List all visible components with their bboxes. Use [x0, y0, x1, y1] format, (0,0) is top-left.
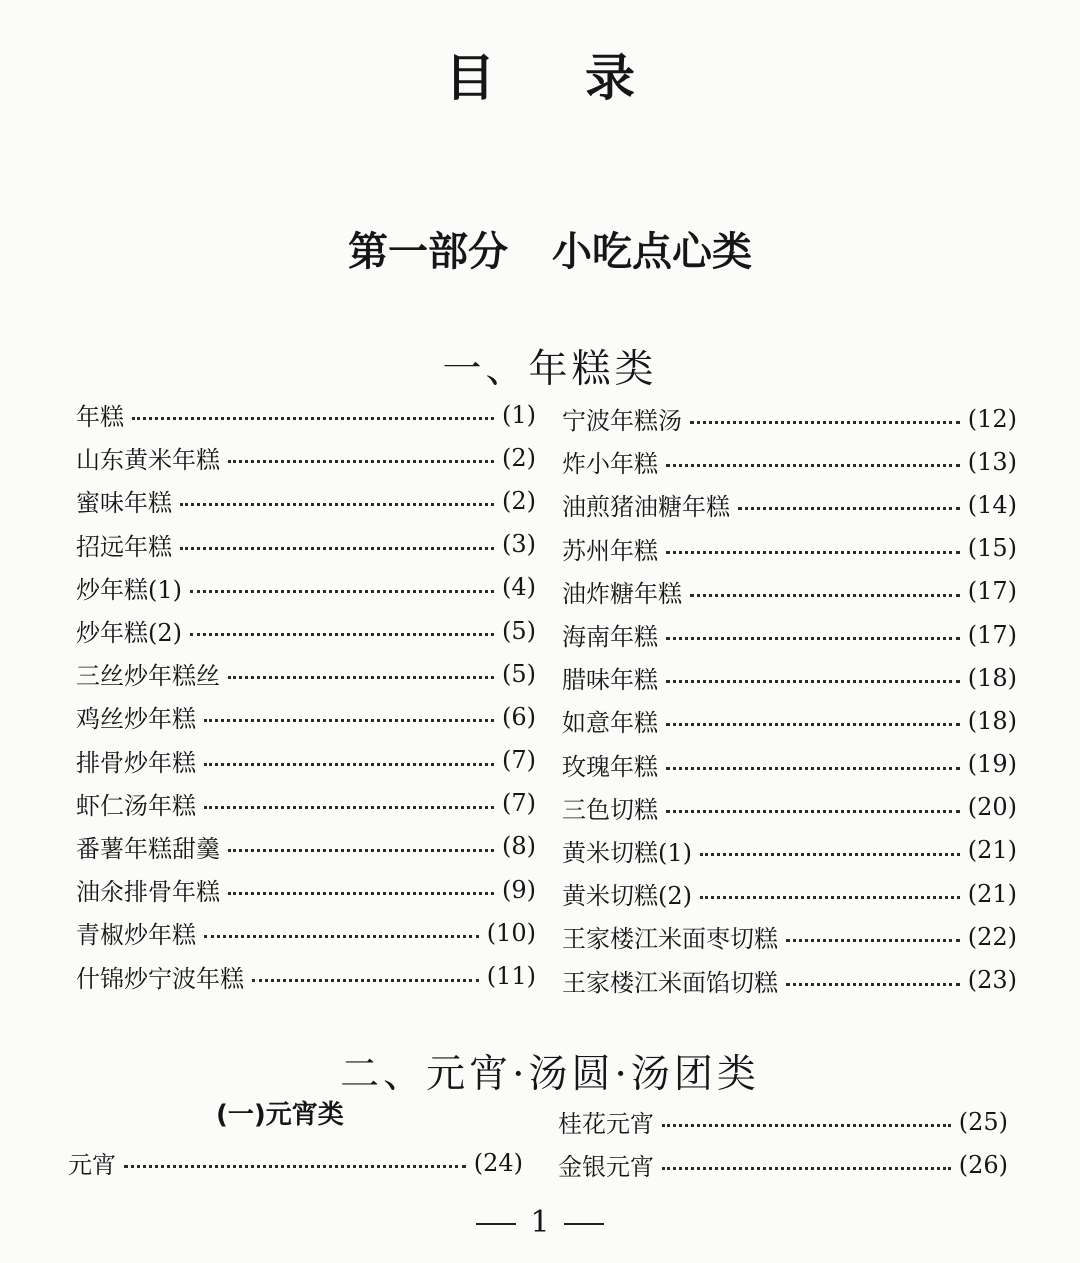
toc-entry	[76, 954, 536, 997]
toc-entry	[76, 609, 536, 652]
toc-column-right-section2	[558, 1100, 1008, 1186]
dot-leader	[180, 547, 494, 550]
section-title-nian-gao: 一、年糕类	[442, 347, 658, 392]
toc-entry-title: 海南年糕	[562, 623, 658, 652]
dot-leader	[124, 1165, 466, 1168]
toc-entry	[68, 1141, 523, 1184]
toc-column-right	[562, 397, 1017, 1002]
dot-leader	[700, 896, 960, 899]
page-number	[0, 1205, 1080, 1240]
toc-entry	[562, 613, 1017, 656]
toc-entry-title: 蜜味年糕	[76, 489, 172, 518]
toc-entry	[76, 825, 536, 868]
dot-leader	[666, 723, 960, 726]
toc-entry-page: (17)	[967, 620, 1017, 649]
dot-leader	[204, 763, 494, 766]
toc-entry-page: (20)	[967, 793, 1017, 822]
toc-entry	[558, 1100, 1008, 1143]
toc-entry	[76, 436, 536, 479]
dot-leader	[132, 417, 494, 420]
toc-entry-title: 青椒炒年糕	[76, 921, 196, 950]
dot-leader	[738, 507, 960, 510]
dot-leader	[690, 594, 960, 597]
toc-entry-page: (18)	[967, 663, 1017, 692]
toc-entry-page: (23)	[967, 966, 1017, 995]
toc-entry-title: 黄米切糕(1)	[562, 838, 692, 867]
toc-entry-title: 元宵	[68, 1151, 116, 1180]
toc-entry	[76, 695, 536, 738]
toc-entry	[562, 829, 1017, 872]
dot-leader	[228, 460, 494, 463]
toc-entry-title: 炸小年糕	[562, 450, 658, 479]
dot-leader	[666, 767, 960, 770]
toc-entry-title: 排骨炒年糕	[76, 748, 196, 777]
toc-entry-page: (6)	[502, 702, 536, 731]
page-number-value: 1	[530, 1205, 550, 1240]
toc-entry-title: 腊味年糕	[562, 666, 658, 695]
dot-leader	[786, 939, 960, 942]
toc-entry-page: (5)	[502, 659, 536, 688]
toc-entry-title: 三色切糕	[562, 795, 658, 824]
toc-entry	[562, 570, 1017, 613]
toc-entry-page: (4)	[502, 573, 536, 602]
toc-entry-page: (22)	[967, 922, 1017, 951]
toc-entry-title: 油煎猪油糖年糕	[562, 493, 730, 522]
toc-entry-page: (7)	[502, 789, 536, 818]
toc-entry	[76, 868, 536, 911]
dot-leader	[252, 979, 479, 982]
dot-leader	[228, 676, 494, 679]
toc-entry-title: 黄米切糕(2)	[562, 882, 692, 911]
page-number-dash-left	[476, 1223, 516, 1225]
toc-entry-title: 桂花元宵	[558, 1110, 654, 1139]
toc-entry-title: 苏州年糕	[562, 536, 658, 565]
toc-entry	[76, 782, 536, 825]
toc-entry-page: (18)	[967, 706, 1017, 735]
toc-column-left	[76, 393, 536, 998]
toc-entry	[76, 393, 536, 436]
toc-entry	[562, 527, 1017, 570]
toc-entry-page: (11)	[486, 962, 536, 991]
toc-entry-title: 油氽排骨年糕	[76, 878, 220, 907]
dot-leader	[662, 1124, 951, 1127]
toc-entry-title: 番薯年糕甜羹	[76, 834, 220, 863]
toc-entry-title: 年糕	[76, 403, 124, 432]
toc-entry-page: (25)	[958, 1107, 1008, 1136]
toc-entry	[562, 699, 1017, 742]
toc-entry-page: (2)	[502, 443, 536, 472]
toc-entry	[562, 786, 1017, 829]
toc-entry-title: 玫瑰年糕	[562, 752, 658, 781]
dot-leader	[180, 503, 494, 506]
toc-entry	[562, 872, 1017, 915]
toc-entry-page: (9)	[502, 875, 536, 904]
dot-leader	[190, 633, 494, 636]
toc-entry-title: 山东黄米年糕	[76, 446, 220, 475]
dot-leader	[700, 853, 960, 856]
toc-entry-title: 王家楼江米面枣切糕	[562, 925, 778, 954]
toc-entry-page: (14)	[967, 490, 1017, 519]
toc-entry-title: 三丝炒年糕丝	[76, 662, 220, 691]
toc-entry	[562, 440, 1017, 483]
dot-leader	[666, 680, 960, 683]
toc-entry-page: (15)	[967, 534, 1017, 563]
toc-entry-page: (10)	[486, 918, 536, 947]
dot-leader	[662, 1167, 951, 1170]
toc-entry-page: (17)	[967, 577, 1017, 606]
toc-entry	[562, 915, 1017, 958]
toc-entry-title: 炒年糕(2)	[76, 619, 182, 648]
dot-leader	[666, 637, 960, 640]
dot-leader	[204, 806, 494, 809]
toc-entry	[76, 523, 536, 566]
toc-entry	[562, 958, 1017, 1001]
section-title-yuan-xiao: 二、元宵·汤圆·汤团类	[340, 1052, 760, 1097]
dot-leader	[190, 590, 494, 593]
dot-leader	[204, 719, 494, 722]
toc-entry-page: (7)	[502, 746, 536, 775]
dot-leader	[690, 421, 960, 424]
toc-entry-page: (21)	[967, 879, 1017, 908]
toc-entry	[558, 1143, 1008, 1186]
toc-entry	[76, 739, 536, 782]
toc-entry-page: (8)	[502, 832, 536, 861]
dot-leader	[666, 810, 960, 813]
dot-leader	[666, 551, 960, 554]
toc-entry-page: (13)	[967, 447, 1017, 476]
toc-entry-title: 什锦炒宁波年糕	[76, 964, 244, 993]
toc-entry-title: 如意年糕	[562, 709, 658, 738]
toc-entry	[76, 479, 536, 522]
page-number-dash-right	[564, 1223, 604, 1225]
toc-entry-title: 招远年糕	[76, 532, 172, 561]
toc-entry-title: 宁波年糕汤	[562, 407, 682, 436]
dot-leader	[666, 464, 960, 467]
toc-entry-page: (2)	[502, 486, 536, 515]
toc-entry	[562, 483, 1017, 526]
toc-entry-page: (19)	[967, 750, 1017, 779]
toc-entry-page: (3)	[502, 530, 536, 559]
toc-entry-title: 油炸糖年糕	[562, 579, 682, 608]
toc-entry	[562, 743, 1017, 786]
toc-entry-page: (12)	[967, 404, 1017, 433]
dot-leader	[228, 849, 494, 852]
subsection-title: (一)元宵类	[216, 1100, 344, 1130]
toc-entry-page: (5)	[502, 616, 536, 645]
toc-entry-page: (1)	[502, 400, 536, 429]
toc-entry-title: 金银元宵	[558, 1153, 654, 1182]
toc-entry-title: 虾仁汤年糕	[76, 791, 196, 820]
toc-entry-page: (21)	[967, 836, 1017, 865]
toc-entry	[562, 656, 1017, 699]
part-title: 第一部分 小吃点心类	[348, 229, 752, 275]
toc-entry-title: 鸡丝炒年糕	[76, 705, 196, 734]
toc-entry	[76, 911, 536, 954]
toc-entry	[76, 652, 536, 695]
toc-entry	[76, 566, 536, 609]
toc-column-left-section2	[68, 1141, 523, 1184]
toc-entry-page: (24)	[473, 1148, 523, 1177]
dot-leader	[786, 983, 960, 986]
page-title: 目录	[445, 49, 725, 107]
dot-leader	[228, 892, 494, 895]
toc-entry-page: (26)	[958, 1150, 1008, 1179]
toc-entry-title: 王家楼江米面馅切糕	[562, 968, 778, 997]
toc-entry-title: 炒年糕(1)	[76, 575, 182, 604]
dot-leader	[204, 935, 479, 938]
toc-entry	[562, 397, 1017, 440]
